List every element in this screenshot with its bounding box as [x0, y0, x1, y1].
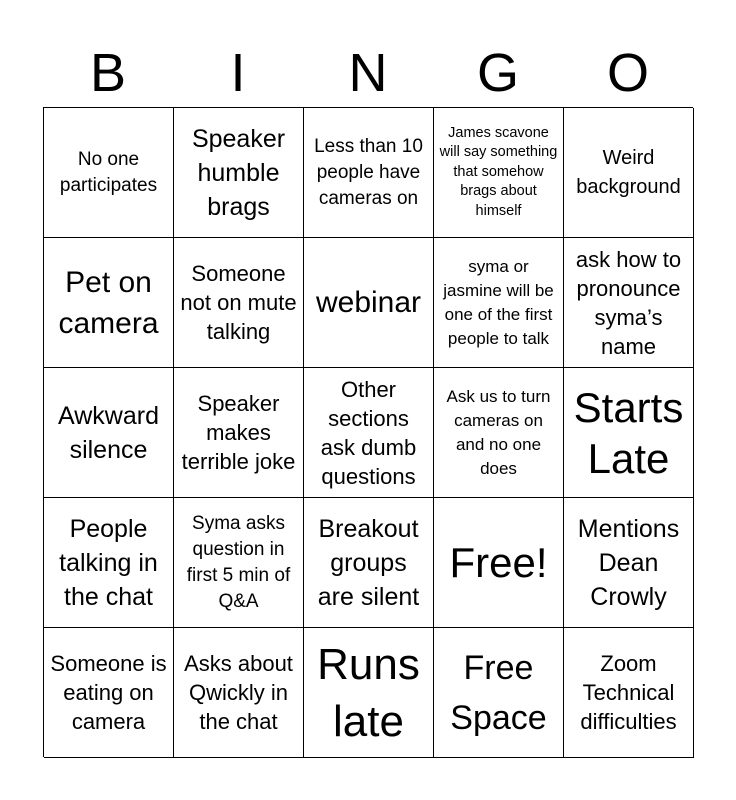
bingo-cell-r4c1[interactable]	[44, 498, 174, 628]
bingo-cell-r2c3[interactable]	[304, 238, 434, 368]
bingo-cell-r1c1[interactable]	[44, 108, 174, 238]
header-letter-g: G	[476, 43, 519, 103]
bingo-cell-r5c5[interactable]	[564, 628, 694, 758]
header-letter-n: N	[348, 43, 388, 103]
cell-text: Runs late	[317, 639, 420, 746]
bingo-cell-r4c3[interactable]	[304, 498, 434, 628]
cell-text: Someone not on mute talking	[180, 261, 297, 344]
cell-text: Someone is eating on camera	[50, 651, 167, 734]
cell-text: Asks about Qwickly in the chat	[184, 651, 293, 734]
cell-text: Free!	[449, 539, 548, 586]
bingo-cell-r4c5[interactable]	[564, 498, 694, 628]
cell-text: Breakout groups are silent	[317, 514, 420, 611]
cell-text: syma or jasmine will be one of the first people to talk	[443, 256, 554, 348]
cell-text: People talking in the chat	[59, 514, 158, 611]
bingo-cell-r2c2[interactable]	[174, 238, 304, 368]
cell-text: No one participates	[59, 148, 158, 196]
bingo-cell-r2c1[interactable]	[44, 238, 174, 368]
cell-text: Ask us to turn cameras on and no one does	[446, 386, 551, 478]
bingo-cell-r5c3[interactable]	[304, 628, 434, 758]
cell-text: Free Space	[450, 648, 547, 737]
header-letter-b: B	[89, 43, 127, 103]
cell-text: Starts Late	[573, 383, 684, 482]
cell-text: webinar	[315, 286, 422, 319]
bingo-cell-r4c4[interactable]	[434, 498, 564, 628]
cell-text: ask how to pronounce syma’s name	[575, 246, 682, 359]
cell-text: Syma asks question in first 5 min of Q&A	[186, 512, 291, 612]
bingo-cell-r1c3[interactable]	[304, 108, 434, 238]
header-letter-i: I	[230, 43, 246, 103]
bingo-cell-r2c4[interactable]	[434, 238, 564, 368]
bingo-cell-r3c1[interactable]	[44, 368, 174, 498]
bingo-cell-r1c4[interactable]	[434, 108, 564, 238]
header-letter-o: O	[606, 43, 649, 103]
cell-text: Speaker humble brags	[191, 124, 286, 221]
bingo-board	[43, 107, 693, 757]
bingo-header	[43, 38, 693, 108]
cell-text: James scavone will say something that somehow brags about himself	[439, 124, 558, 219]
bingo-cell-r5c2[interactable]	[174, 628, 304, 758]
cell-text: Zoom Technical difficulties	[580, 651, 677, 734]
bingo-cell-r2c5[interactable]	[564, 238, 694, 368]
cell-text: Less than 10 people have cameras on	[314, 135, 423, 209]
bingo-cell-r1c2[interactable]	[174, 108, 304, 238]
bingo-cell-r4c2[interactable]	[174, 498, 304, 628]
bingo-cell-r5c4[interactable]	[434, 628, 564, 758]
cell-text: Speaker makes terrible joke	[181, 391, 296, 474]
bingo-cell-r3c4[interactable]	[434, 368, 564, 498]
bingo-cell-r3c2[interactable]	[174, 368, 304, 498]
cell-text: Other sections ask dumb questions	[320, 376, 417, 489]
cell-text: Pet on camera	[58, 265, 159, 340]
cell-text: Mentions Dean Crowly	[577, 514, 680, 611]
bingo-cell-r1c5[interactable]	[564, 108, 694, 238]
cell-text: Awkward silence	[58, 401, 159, 464]
bingo-cell-r5c1[interactable]	[44, 628, 174, 758]
bingo-cell-r3c5[interactable]	[564, 368, 694, 498]
cell-text: Weird background	[576, 146, 681, 198]
bingo-cell-r3c3[interactable]	[304, 368, 434, 498]
